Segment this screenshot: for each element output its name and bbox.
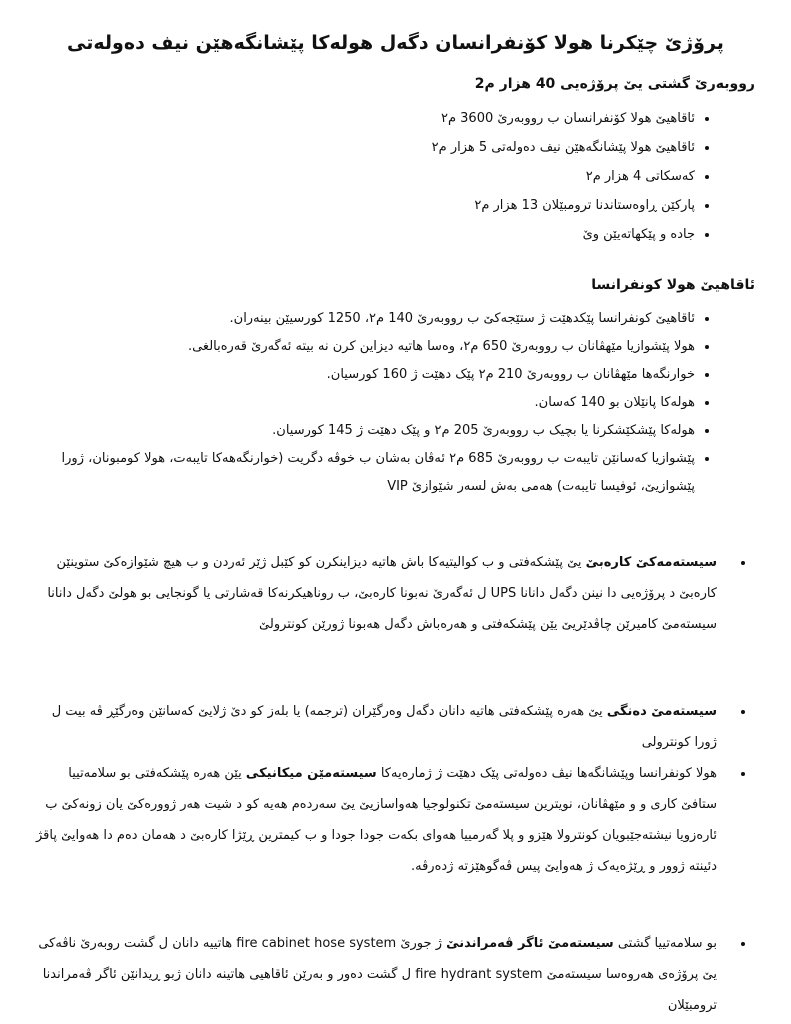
electric-system-paragraph bbox=[36, 547, 731, 640]
list-item: • جادە و پێکهاتەیێن وێ bbox=[36, 220, 695, 249]
electric-system-text: یێ پێشکەفتی و ب کوالیتیەکا باش هاتیە دیزاینکرن کو کێبل ژێر ئەردن و ب هیچ شێوازەکێ ستوینێن کارەبێ د پرۆژەیی دا نینن دگەل دانانا UPS ل ئەگەرێ نەبونا کارەبێ، ب روناهیکرنەکا قەشارتی یا گونجایی بو هولێ دگەل دانانا سیستەمێ کامیرێن چاڤدێریێ یێن پێشکەفتی و هەرەباش دگەل هەبونا ژورێن کونترولێ bbox=[47, 555, 717, 632]
sound-mechanical-list bbox=[36, 696, 755, 882]
fire-text-before: بو سلامەتییا گشتی bbox=[613, 936, 717, 951]
list-item: • خوارنگەها مێهڤانان ب رووبەرێ 210 م٢ پێک دهێت ژ 160 کورسیان. bbox=[36, 361, 695, 389]
list-item: • ئاقاهیێ هولا کۆنفرانسان ب رووبەرێ 3600 م٢ bbox=[36, 104, 695, 133]
mechanical-text-after: یێن هەرە پێشکەفتی بو سلامەتییا ستافێ کاری و و مێهڤانان، نویترین سیستەمێ تکنولوجیا هەواسازیێ یێ سەردەم هەیە کو د شیت هەر ژوورەکێ یان زونەکێ ب ئارەزویا نیشتەجێبویان کونترولا هێزو و پلا گەرمییا هەوای بکەت جودا جودا و ب کیمترین ڕێژا کارەبێ د هەمان دەم دا هەوایێ پاقژ دئینتە ژوور و ڕێژەیەک ژ هەوایێ پیس ڤەگوهێزتە ژدەرڤە. bbox=[36, 766, 717, 874]
overview-list bbox=[36, 104, 755, 249]
conference-heading: ئاقاهیێ هولا کونفرانسا bbox=[591, 277, 755, 293]
fire-text-after: ژ جورێ fire cabinet hose system هاتییە دانان ل گشت روبەرێ ناڤەکی یێ پرۆژەی هەروەسا سیستەمێ fire hydrant system ل گشت دەور و بەرێن ئاقاهیی هاتینە دانان ژبو ڕیدانێن ئاگر ڤەمراندنا ترومبێلان bbox=[38, 936, 717, 1013]
list-item: • هولەکا پێشکێشکرنا یا بچیک ب رووبەرێ 205 م٢ و پێک دهێت ژ 145 کورسیان. bbox=[36, 417, 695, 445]
fire-system-label: سیستەمێ ئاگر ڤەمراندنێ bbox=[446, 936, 614, 951]
electric-system-label: سیستەمەکێ کارەبێ bbox=[585, 555, 717, 570]
sound-system-text: یێ هەرە پێشکەفتی هاتیە دانان دگەل وەرگێران (ترجمە) یا بلەز کو دێ ژلایێ کەسانێن وەرگێڕ ڤە بیت ل ژورا کونترولی bbox=[51, 704, 717, 750]
list-item: • پێشوازیا کەسانێن تایبەت ب رووبەرێ 685 م٢ ئەڤان بەشان ب خوڤە دگریت (خوارنگەهەکا تایبەت، هولا کومبونان، ژورا پێشوازیێ، ئوفیسا تایبەت) هەمی بەش لسەر شێوازێ VIP bbox=[36, 445, 695, 501]
list-item: • کەسکاتی 4 هزار م٢ bbox=[36, 162, 695, 191]
electric-system-list bbox=[36, 547, 755, 640]
fire-system-paragraph bbox=[36, 928, 731, 1021]
list-item: • ئاقاهیێ کونفرانسا پێکدهێت ژ ستێجەکێ ب رووبەرێ 140 م٢، 1250 کورسیێن بینەران. bbox=[36, 305, 695, 333]
list-item: • هولا پێشوازیا مێهڤانان ب رووبەرێ 650 م٢، وەسا هاتیە دیزاین کرن نە بیتە ئەگەرێ قەرەبالغی. bbox=[36, 333, 695, 361]
mechanical-system-paragraph bbox=[36, 758, 731, 882]
page-title: پرۆژێ چێکرنا هولا کۆنفرانسان دگەل هولەکا پێشانگەهێن نیف دەولەتی bbox=[67, 32, 724, 54]
conference-list bbox=[36, 305, 755, 501]
mechanical-system-label: سیستەمێن میکانیکی bbox=[245, 766, 377, 781]
fire-system-list bbox=[36, 928, 755, 1021]
list-item: • ئاقاهیێ هولا پێشانگەهێن نیف دەولەتی 5 هزار م٢ bbox=[36, 133, 695, 162]
list-item: • پارکێن ڕاوەستاندنا ترومبێلان 13 هزار م٢ bbox=[36, 191, 695, 220]
list-item: • هولەکا پانێلان بو 140 کەسان. bbox=[36, 389, 695, 417]
overview-heading: رووبەرێ گشتی یێ پرۆژەیی 40 هزار م2 bbox=[474, 76, 755, 92]
sound-system-label: سیستەمێ دەنگی bbox=[606, 704, 717, 719]
mechanical-text-before: هولا کونفرانسا وپێشانگەها نیڤ دەولەتی پێک دهێت ژ ژمارەیەکا bbox=[376, 766, 717, 781]
sound-system-paragraph bbox=[36, 696, 731, 758]
